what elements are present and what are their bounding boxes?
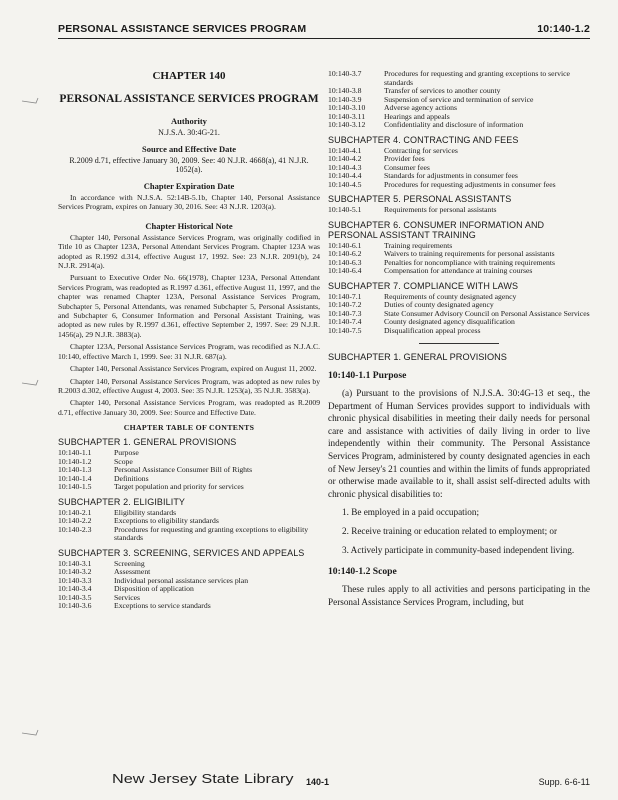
subchapter-heading: SUBCHAPTER 7. COMPLIANCE WITH LAWS (328, 280, 519, 291)
toc-section-title: Standards for adjustments in consumer fees (384, 171, 518, 180)
toc-section-number: 10:140-4.3 (328, 162, 362, 172)
toc-section-title: Eligibility standards (114, 507, 177, 517)
toc-section-number: 10:140-3.10 (328, 103, 366, 112)
toc-section-title: Individual personal assistance services plan (114, 575, 249, 585)
history-heading: Chapter Historical Note (145, 220, 233, 231)
toc-entry (328, 70, 590, 87)
toc-section-number: 10:140-3.7 (328, 70, 362, 78)
toc-list (328, 70, 590, 130)
toc-section-title: Requirements for personal assistants (384, 205, 497, 214)
toc-section-number: 10:140-3.12 (328, 120, 366, 129)
section-title-purpose: 10:140-1.1 Purpose (328, 370, 407, 381)
toc-section-number: 10:140-5.1 (328, 205, 362, 214)
toc-section-number: 10:140-1.3 (58, 465, 92, 475)
subchapter-1-heading: SUBCHAPTER 1. GENERAL PROVISIONS (328, 352, 507, 362)
authority-heading: Authority (171, 116, 207, 126)
toc-section-title: Disqualification appeal process (384, 325, 481, 335)
toc-entry (328, 147, 590, 156)
toc-section-title: Services (114, 592, 141, 602)
toc-section-title: Requirements of county designated agency (384, 291, 517, 301)
scope-paragraph: These rules apply to all activities and persons participating in the Personal Assistance Services Program, including, but (328, 584, 590, 607)
toc-list (58, 449, 320, 492)
toc-section-title: Assessment (114, 567, 151, 577)
toc-section-number: 10:140-6.3 (328, 257, 362, 267)
toc-section-number: 10:140-3.3 (58, 575, 92, 585)
toc-section-number: 10:140-3.8 (328, 86, 362, 95)
toc-section-number: 10:140-1.5 (58, 482, 92, 492)
header-title: PERSONAL ASSISTANCE SERVICES PROGRAM (58, 23, 307, 35)
toc-section-title: Scope (114, 456, 133, 466)
toc-section-number: 10:140-7.5 (328, 325, 362, 335)
toc-section-title: Compensation for attendance at training courses (384, 266, 533, 275)
supplement-date: Supp. 6-6-11 (538, 777, 590, 787)
toc-section-number: 10:140-7.4 (328, 317, 362, 326)
section-title-scope: 10:140-1.2 Scope (328, 566, 397, 578)
toc-list (328, 293, 590, 336)
toc-section-title: Training requirements (384, 240, 453, 250)
toc-section-number: 10:140-4.5 (328, 179, 362, 189)
toc-section-number: 10:140-3.4 (58, 584, 92, 594)
section-divider (419, 343, 499, 344)
expiration-heading: Chapter Expiration Date (143, 181, 235, 191)
source-text: R.2009 d.71, effective January 30, 2009. See: 40 N.J.R. 4668(a), 41 N.J.R. 1052(a). (69, 156, 309, 174)
toc-entry (328, 96, 590, 105)
toc-section-title: Penalties for noncompliance with training requirements (384, 257, 555, 267)
toc-entry (328, 267, 590, 276)
toc-entry (58, 560, 320, 569)
toc-list (328, 206, 590, 215)
toc-section-title: Transfer of services to another county (384, 86, 501, 95)
page-footer (0, 771, 618, 794)
toc-section-number: 10:140-4.4 (328, 171, 362, 180)
toc-section-number: 10:140-7.1 (328, 291, 362, 301)
toc-section-title: County designated agency disqualification (384, 317, 515, 326)
library-stamp: New Jersey State Library (112, 771, 294, 786)
toc-entry (328, 155, 590, 164)
toc-section-title: Screening (114, 558, 145, 568)
toc-section-number: 10:140-7.3 (328, 308, 362, 318)
subchapter-heading: SUBCHAPTER 4. CONTRACTING AND FEES (328, 134, 519, 145)
toc-section-number: 10:140-1.1 (58, 448, 92, 458)
toc-entry (58, 449, 320, 458)
toc-entry (328, 181, 590, 190)
right-column (328, 70, 590, 760)
purpose-item: 3. Actively participate in community-based independent living. (342, 544, 575, 555)
toc-entry (328, 104, 590, 113)
purpose-item: 1. Be employed in a paid occupation; (342, 507, 480, 518)
chapter-title: PERSONAL ASSISTANCE SERVICES PROGRAM (59, 93, 319, 105)
toc-section-number: 10:140-3.1 (58, 558, 92, 568)
toc-section-title: Adverse agency actions (384, 103, 458, 112)
toc-section-number: 10:140-2.3 (58, 524, 92, 534)
toc-section-number: 10:140-3.11 (328, 111, 366, 121)
toc-entry (58, 602, 320, 611)
toc-section-number: 10:140-2.2 (58, 516, 92, 526)
toc-section-title: Exceptions to service standards (114, 601, 211, 611)
toc-section-number: 10:140-6.1 (328, 240, 362, 250)
toc-section-title: Personal Assistance Consumer Bill of Rights (114, 465, 253, 475)
toc-entry (58, 466, 320, 475)
toc-section-title: Hearings and appeals (384, 111, 450, 121)
subchapter-heading: SUBCHAPTER 1. GENERAL PROVISIONS (58, 437, 237, 448)
toc-section-number: 10:140-4.2 (328, 154, 362, 163)
toc-section-number: 10:140-2.1 (58, 507, 92, 517)
subchapter-heading: SUBCHAPTER 3. SCREENING, SERVICES AND APPEALS (58, 547, 305, 558)
history-paragraph: Chapter 140, Personal Assistance Services Program, was adopted as new rules by R.2003 d.302, effective August 4, 2003. See: 35 N.J.R. 1253(a), 35 N.J.R. 3583(a). (58, 376, 320, 395)
toc-entry (58, 585, 320, 594)
toc-section-number: 10:140-6.2 (328, 249, 362, 258)
margin-tick-mark (20, 378, 40, 388)
margin-tick-mark (20, 728, 40, 738)
toc-section-title: Contracting for services (384, 145, 458, 155)
subchapter-heading: SUBCHAPTER 6. CONSUMER INFORMATION AND PERSONAL ASSISTANT TRAINING (328, 219, 545, 240)
toc-entry (58, 483, 320, 492)
toc-section-title: Provider fees (384, 154, 425, 163)
margin-tick-mark (20, 96, 40, 106)
running-header (58, 22, 590, 39)
toc-section-number: 10:140-3.5 (58, 592, 92, 602)
toc-section-number: 10:140-1.2 (58, 456, 92, 466)
toc-section-title: Procedures for requesting adjustments in consumer fees (384, 179, 556, 189)
page-number: 140-1 (306, 777, 330, 787)
purpose-item: 2. Receive training or education related to employment; or (342, 525, 558, 536)
toc-section-title: Purpose (114, 448, 139, 458)
toc-heading: CHAPTER TABLE OF CONTENTS (123, 423, 255, 433)
toc-section-title: Procedures for requesting and granting exceptions to service standards (384, 70, 570, 87)
toc-section-number: 10:140-3.2 (58, 567, 92, 577)
toc-section-title: Suspension of service and termination of service (384, 94, 534, 104)
history-paragraph: Chapter 140, Personal Assistance Services Program, was readopted as R.2009 d.71, effective January 30, 2009. See: Source and Effective Date. (58, 398, 320, 417)
subchapter-heading: SUBCHAPTER 2. ELIGIBILITY (58, 496, 186, 507)
toc-section-title: Waivers to training requirements for personal assistants (384, 249, 555, 258)
left-column (58, 70, 320, 760)
toc-section-number: 10:140-6.4 (328, 266, 362, 275)
toc-entry (328, 121, 590, 130)
authority-text: N.J.S.A. 30:4G-21. (158, 128, 220, 137)
toc-section-title: Exceptions to eligibility standards (114, 516, 219, 526)
toc-list (328, 242, 590, 276)
toc-entry (328, 327, 590, 336)
toc-section-title: Procedures for requesting and granting exceptions to eligibility standards (114, 524, 309, 543)
history-paragraph: Chapter 140, Personal Assistance Services Program, expired on August 11, 2002. (70, 364, 317, 374)
toc-list (58, 509, 320, 543)
toc-entry (58, 526, 320, 543)
toc-section-title: Definitions (114, 473, 149, 483)
toc-section-number: 10:140-1.4 (58, 473, 92, 483)
source-heading: Source and Effective Date (141, 144, 237, 154)
purpose-paragraph: (a) Pursuant to the provisions of N.J.S.A. 30:4G-13 et seq., the Department of Human Services provides support to individuals with chronic physical disabilities in meeting their daily needs for personal care and assistance with activities of daily living in order to live independently within their community. The Personal Assistance Services Program, administered by county designated agencies in each of New Jersey's 21 counties and within the limits of funds appropriated or otherwise made available to it, shall assist self-directed adults with chronic physical disabilities to: (328, 388, 590, 499)
toc-list (58, 560, 320, 611)
history-paragraph: Chapter 123A, Personal Assistance Services Program, was recodified as N.J.A.C. 10:140, effective March 1, 1999. See: 31 N.J.R. 687(a). (58, 342, 320, 361)
toc-section-number: 10:140-4.1 (328, 145, 362, 155)
toc-section-title: Disposition of application (114, 584, 194, 594)
toc-entry (328, 206, 590, 215)
toc-section-number: 10:140-3.6 (58, 601, 92, 611)
toc-section-number: 10:140-3.9 (328, 94, 362, 104)
toc-section-title: Duties of county designated agency (384, 300, 494, 309)
toc-section-title: Target population and priority for services (114, 482, 244, 492)
toc-section-number: 10:140-7.2 (328, 300, 362, 309)
history-paragraph: Pursuant to Executive Order No. 66(1978), Chapter 123A, Personal Attendant Services Program, was readopted as R.1997 d.361, effective August 11, 1997, and the chapter was renamed Chapter 123A, Personal Assistance Services Program, Subchapter 5, Personal Attendants, was renamed Subchapter 5, Personal Assistants, and Subchapter 6, Consumer Information and Personal Assistant Training, was adopted as new rules by R.1997 d.361, effective September 2, 1997. See: 29 N.J.R. 1456(a), 29 N.J.R. 3883(a). (58, 273, 320, 339)
expiration-text: In accordance with N.J.S.A. 52:14B-5.1b, Chapter 140, Personal Assistance Services Program, expires on January 30, 2016. See: 43 N.J.R. 1203(a). (58, 193, 320, 212)
toc-list (328, 147, 590, 190)
subchapter-heading: SUBCHAPTER 5. PERSONAL ASSISTANTS (328, 194, 512, 204)
toc-section-title: State Consumer Advisory Council on Personal Assistance Services (384, 308, 590, 318)
history-paragraph: Chapter 140, Personal Assistance Services Program, was originally codified in Title 10 as Chapter 123A, Personal Attendant Services Program. Chapter 123A was adopted as R.1992 d.314, effective August 17, 1992. See: 23 N.J.R. 2091(b), 24 N.J.R. 2914(a). (58, 232, 320, 271)
header-section-number: 10:140-1.2 (537, 23, 590, 35)
toc-section-title: Consumer fees (384, 162, 430, 172)
toc-section-title: Confidentiality and disclosure of information (384, 120, 524, 129)
chapter-number: CHAPTER 140 (152, 70, 226, 82)
